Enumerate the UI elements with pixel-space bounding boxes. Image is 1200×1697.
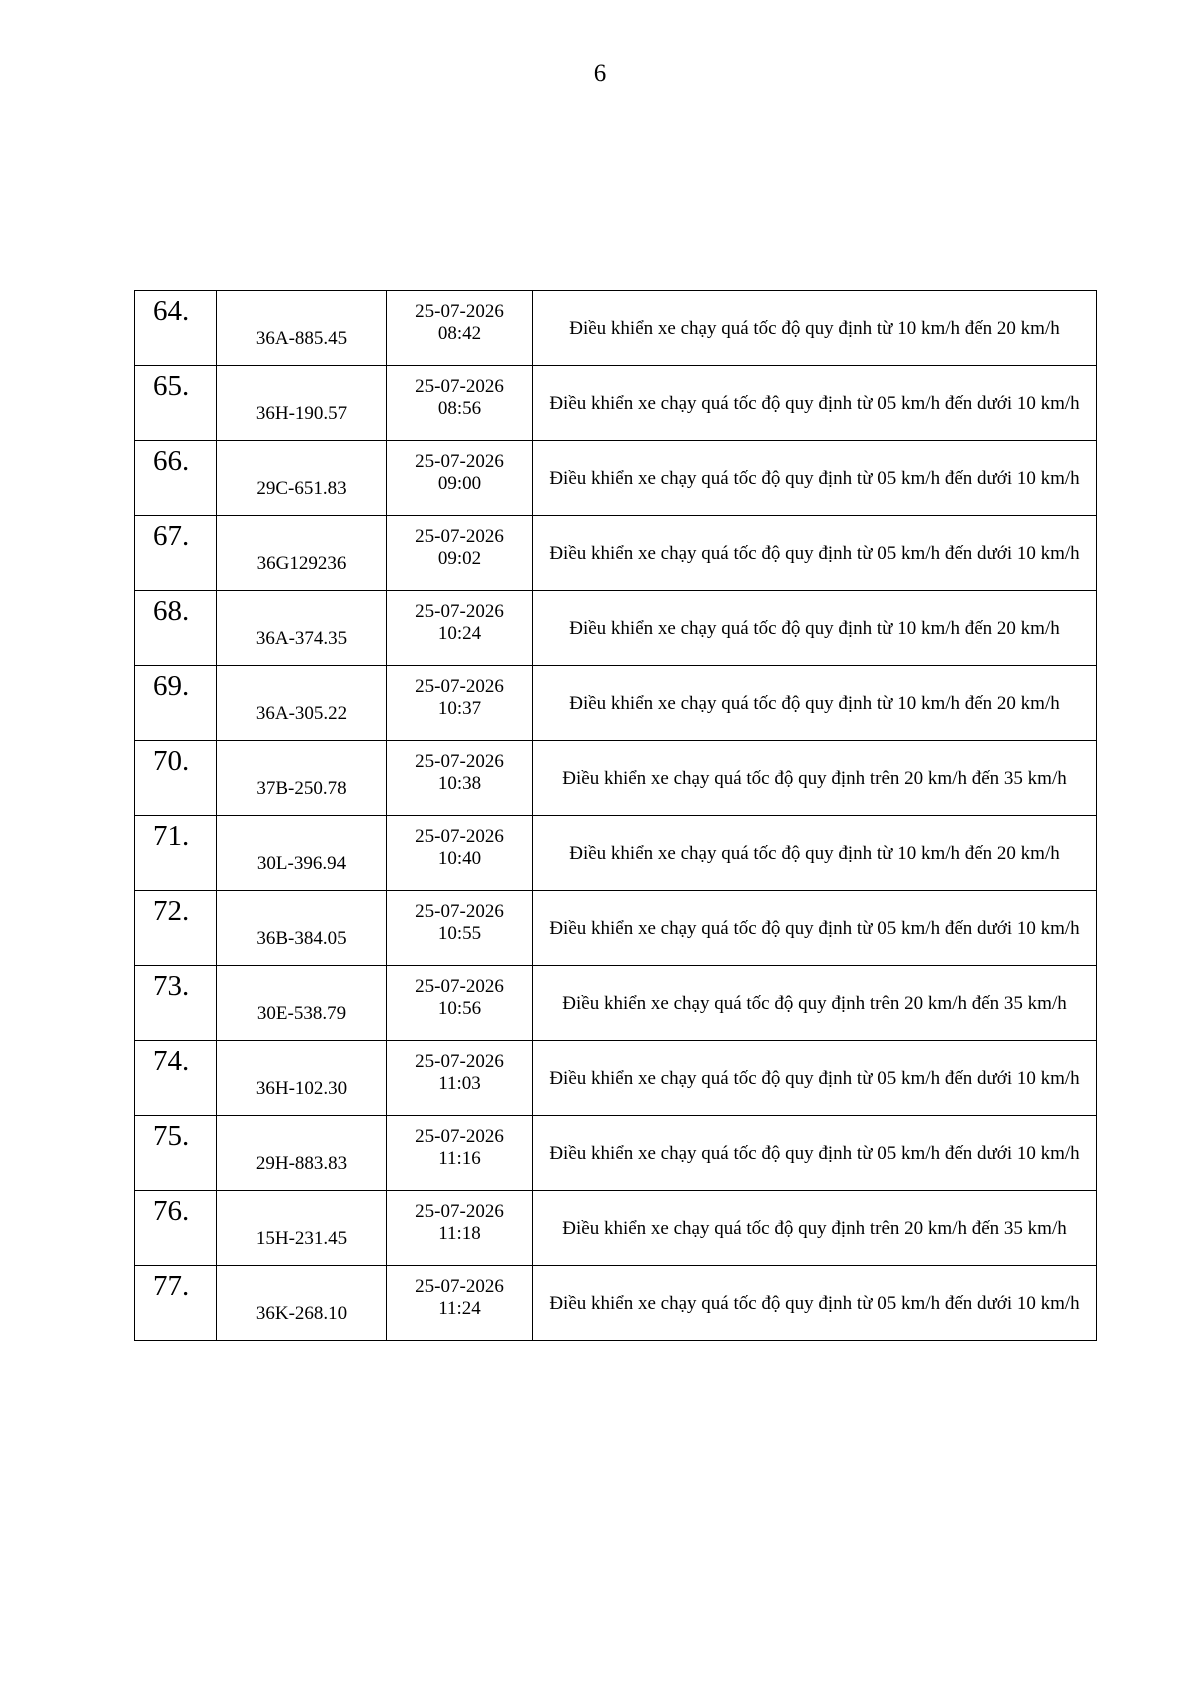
row-number: 71. xyxy=(135,816,217,891)
violation-time: 10:37 xyxy=(437,698,482,719)
license-plate: 30L-396.94 xyxy=(217,816,387,891)
violation-date: 25-07-2026 xyxy=(415,301,504,322)
license-plate: 36K-268.10 xyxy=(217,1266,387,1341)
row-number: 65. xyxy=(135,366,217,441)
violation-datetime xyxy=(387,516,533,591)
violation-time: 11:18 xyxy=(438,1223,481,1244)
violation-date: 25-07-2026 xyxy=(415,1276,504,1297)
row-number: 64. xyxy=(135,291,217,366)
violation-description: Điều khiển xe chạy quá tốc độ quy định từ 05 km/h đến dưới 10 km/h xyxy=(533,441,1097,516)
row-number: 75. xyxy=(135,1116,217,1191)
violation-date: 25-07-2026 xyxy=(415,676,504,697)
violation-description: Điều khiển xe chạy quá tốc độ quy định trên 20 km/h đến 35 km/h xyxy=(533,1191,1097,1266)
violation-date: 25-07-2026 xyxy=(415,751,504,772)
violation-description: Điều khiển xe chạy quá tốc độ quy định từ 05 km/h đến dưới 10 km/h xyxy=(533,516,1097,591)
violation-time: 08:42 xyxy=(437,323,482,344)
violation-datetime xyxy=(387,441,533,516)
row-number: 72. xyxy=(135,891,217,966)
violation-description: Điều khiển xe chạy quá tốc độ quy định từ 05 km/h đến dưới 10 km/h xyxy=(533,366,1097,441)
table-row xyxy=(135,441,1097,516)
table-row xyxy=(135,816,1097,891)
violation-time: 08:56 xyxy=(437,398,482,419)
violation-datetime xyxy=(387,816,533,891)
license-plate: 36A-885.45 xyxy=(217,291,387,366)
violation-datetime xyxy=(387,291,533,366)
table-row xyxy=(135,1191,1097,1266)
violation-time: 10:24 xyxy=(437,623,482,644)
violations-table-body xyxy=(135,291,1097,1341)
violations-table xyxy=(134,290,1097,1341)
violation-date: 25-07-2026 xyxy=(415,526,504,547)
license-plate: 36H-190.57 xyxy=(217,366,387,441)
table-row xyxy=(135,1116,1097,1191)
violation-date: 25-07-2026 xyxy=(415,1051,504,1072)
violation-datetime xyxy=(387,1191,533,1266)
violation-date: 25-07-2026 xyxy=(415,601,504,622)
violation-description: Điều khiển xe chạy quá tốc độ quy định từ 10 km/h đến 20 km/h xyxy=(533,291,1097,366)
page-number: 6 xyxy=(593,60,607,87)
violation-date: 25-07-2026 xyxy=(415,1126,504,1147)
table-row xyxy=(135,516,1097,591)
violation-time: 11:24 xyxy=(438,1298,481,1319)
table-row xyxy=(135,291,1097,366)
row-number: 76. xyxy=(135,1191,217,1266)
violation-description: Điều khiển xe chạy quá tốc độ quy định trên 20 km/h đến 35 km/h xyxy=(533,741,1097,816)
table-row xyxy=(135,1041,1097,1116)
row-number: 70. xyxy=(135,741,217,816)
violation-description: Điều khiển xe chạy quá tốc độ quy định trên 20 km/h đến 35 km/h xyxy=(533,966,1097,1041)
table-row xyxy=(135,666,1097,741)
violation-time: 11:16 xyxy=(438,1148,481,1169)
violation-date: 25-07-2026 xyxy=(415,376,504,397)
table-row xyxy=(135,891,1097,966)
violation-datetime xyxy=(387,966,533,1041)
violation-time: 10:56 xyxy=(437,998,482,1019)
license-plate: 36G129236 xyxy=(217,516,387,591)
violation-datetime xyxy=(387,1266,533,1341)
violation-time: 10:38 xyxy=(437,773,482,794)
violation-date: 25-07-2026 xyxy=(415,901,504,922)
violation-time: 11:03 xyxy=(438,1073,481,1094)
violation-datetime xyxy=(387,666,533,741)
violation-description: Điều khiển xe chạy quá tốc độ quy định từ 05 km/h đến dưới 10 km/h xyxy=(533,1041,1097,1116)
row-number: 69. xyxy=(135,666,217,741)
violation-datetime xyxy=(387,591,533,666)
row-number: 66. xyxy=(135,441,217,516)
license-plate: 30E-538.79 xyxy=(217,966,387,1041)
violation-description: Điều khiển xe chạy quá tốc độ quy định từ 05 km/h đến dưới 10 km/h xyxy=(533,1266,1097,1341)
license-plate: 36H-102.30 xyxy=(217,1041,387,1116)
table-row xyxy=(135,741,1097,816)
license-plate: 29C-651.83 xyxy=(217,441,387,516)
violation-date: 25-07-2026 xyxy=(415,451,504,472)
violation-time: 09:00 xyxy=(437,473,482,494)
violation-date: 25-07-2026 xyxy=(415,976,504,997)
license-plate: 36A-305.22 xyxy=(217,666,387,741)
violation-datetime xyxy=(387,1041,533,1116)
row-number: 74. xyxy=(135,1041,217,1116)
violation-description: Điều khiển xe chạy quá tốc độ quy định từ 05 km/h đến dưới 10 km/h xyxy=(533,891,1097,966)
table-row xyxy=(135,366,1097,441)
violation-description: Điều khiển xe chạy quá tốc độ quy định từ 05 km/h đến dưới 10 km/h xyxy=(533,1116,1097,1191)
violation-time: 10:55 xyxy=(437,923,482,944)
row-number: 68. xyxy=(135,591,217,666)
violation-description: Điều khiển xe chạy quá tốc độ quy định từ 10 km/h đến 20 km/h xyxy=(533,816,1097,891)
table-row xyxy=(135,966,1097,1041)
violation-datetime xyxy=(387,741,533,816)
violation-time: 09:02 xyxy=(437,548,482,569)
license-plate: 37B-250.78 xyxy=(217,741,387,816)
row-number: 77. xyxy=(135,1266,217,1341)
license-plate: 29H-883.83 xyxy=(217,1116,387,1191)
violation-description: Điều khiển xe chạy quá tốc độ quy định từ 10 km/h đến 20 km/h xyxy=(533,591,1097,666)
violation-datetime xyxy=(387,366,533,441)
license-plate: 15H-231.45 xyxy=(217,1191,387,1266)
violation-date: 25-07-2026 xyxy=(415,826,504,847)
table-row xyxy=(135,591,1097,666)
license-plate: 36A-374.35 xyxy=(217,591,387,666)
violation-date: 25-07-2026 xyxy=(415,1201,504,1222)
row-number: 67. xyxy=(135,516,217,591)
violation-datetime xyxy=(387,1116,533,1191)
row-number: 73. xyxy=(135,966,217,1041)
license-plate: 36B-384.05 xyxy=(217,891,387,966)
table-row xyxy=(135,1266,1097,1341)
violation-time: 10:40 xyxy=(437,848,482,869)
violation-datetime xyxy=(387,891,533,966)
violation-description: Điều khiển xe chạy quá tốc độ quy định từ 10 km/h đến 20 km/h xyxy=(533,666,1097,741)
